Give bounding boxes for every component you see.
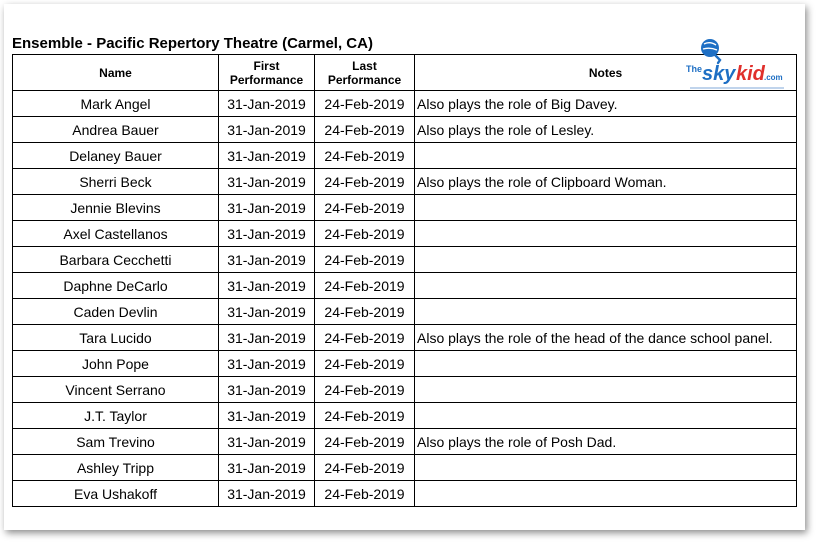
cell-first-performance: 31-Jan-2019 — [219, 273, 315, 299]
cell-notes — [415, 195, 797, 221]
column-header-last-line2: Performance — [327, 72, 402, 87]
cell-first-performance: 31-Jan-2019 — [219, 351, 315, 377]
cell-first-performance: 31-Jan-2019 — [219, 91, 315, 117]
cell-notes: Also plays the role of Big Davey. — [415, 91, 797, 117]
svg-text:kid: kid — [736, 63, 765, 85]
table-row — [13, 247, 797, 273]
cell-name: Axel Castellanos — [13, 221, 219, 247]
table-row — [13, 429, 797, 455]
cell-name: Sam Trevino — [13, 429, 219, 455]
table-header-row — [13, 55, 797, 91]
table-row — [13, 299, 797, 325]
cell-notes — [415, 273, 797, 299]
table-row — [13, 481, 797, 507]
column-header-first-line2: Performance — [229, 72, 304, 87]
table-body — [13, 91, 797, 507]
table-row — [13, 117, 797, 143]
cell-notes — [415, 221, 797, 247]
column-header-name-label: Name — [99, 65, 132, 80]
cell-first-performance: 31-Jan-2019 — [219, 117, 315, 143]
cell-name: Ashley Tripp — [13, 455, 219, 481]
table-row — [13, 143, 797, 169]
cell-last-performance: 24-Feb-2019 — [315, 169, 415, 195]
cell-notes — [415, 247, 797, 273]
cell-first-performance: 31-Jan-2019 — [219, 169, 315, 195]
svg-text:.com: .com — [764, 73, 783, 82]
table-row — [13, 195, 797, 221]
column-header-notes-label: Notes — [588, 65, 623, 80]
cell-name: Daphne DeCarlo — [13, 273, 219, 299]
cell-first-performance: 31-Jan-2019 — [219, 403, 315, 429]
cell-name: John Pope — [13, 351, 219, 377]
column-header-first-line1: First — [253, 58, 280, 73]
column-header-first-performance — [219, 55, 315, 91]
cell-notes — [415, 481, 797, 507]
cell-notes: Also plays the role of Posh Dad. — [415, 429, 797, 455]
cell-first-performance: 31-Jan-2019 — [219, 221, 315, 247]
column-header-last-line1: Last — [352, 58, 377, 73]
cell-first-performance: 31-Jan-2019 — [219, 299, 315, 325]
cell-notes — [415, 143, 797, 169]
cell-notes — [415, 403, 797, 429]
cell-last-performance: 24-Feb-2019 — [315, 247, 415, 273]
cell-last-performance: 24-Feb-2019 — [315, 273, 415, 299]
theskykid-logo — [684, 38, 788, 94]
cell-last-performance: 24-Feb-2019 — [315, 403, 415, 429]
table-row — [13, 351, 797, 377]
cell-last-performance: 24-Feb-2019 — [315, 351, 415, 377]
column-header-last-performance — [315, 55, 415, 91]
cell-name: J.T. Taylor — [13, 403, 219, 429]
column-header-name — [13, 55, 219, 91]
cell-notes — [415, 377, 797, 403]
cell-first-performance: 31-Jan-2019 — [219, 325, 315, 351]
cell-name: Delaney Bauer — [13, 143, 219, 169]
table-row — [13, 377, 797, 403]
page-title: Ensemble - Pacific Repertory Theatre (Carmel, CA) — [12, 35, 373, 52]
table-row — [13, 325, 797, 351]
cell-last-performance: 24-Feb-2019 — [315, 481, 415, 507]
cell-last-performance: 24-Feb-2019 — [315, 117, 415, 143]
cell-last-performance: 24-Feb-2019 — [315, 429, 415, 455]
cell-first-performance: 31-Jan-2019 — [219, 247, 315, 273]
cell-notes: Also plays the role of Lesley. — [415, 117, 797, 143]
svg-text:sky: sky — [702, 63, 736, 85]
cell-last-performance: 24-Feb-2019 — [315, 143, 415, 169]
cell-notes — [415, 455, 797, 481]
cell-first-performance: 31-Jan-2019 — [219, 195, 315, 221]
table-row — [13, 455, 797, 481]
svg-text:The: The — [686, 64, 703, 74]
table-row — [13, 91, 797, 117]
cell-notes: Also plays the role of Clipboard Woman. — [415, 169, 797, 195]
cell-last-performance: 24-Feb-2019 — [315, 195, 415, 221]
table-row — [13, 403, 797, 429]
cell-first-performance: 31-Jan-2019 — [219, 481, 315, 507]
cell-notes: Also plays the role of the head of the dance school panel. — [415, 325, 797, 351]
cell-notes — [415, 299, 797, 325]
table-row — [13, 169, 797, 195]
cell-name: Tara Lucido — [13, 325, 219, 351]
cell-name: Vincent Serrano — [13, 377, 219, 403]
cell-first-performance: 31-Jan-2019 — [219, 455, 315, 481]
table-row — [13, 221, 797, 247]
cell-last-performance: 24-Feb-2019 — [315, 377, 415, 403]
cell-name: Caden Devlin — [13, 299, 219, 325]
cell-last-performance: 24-Feb-2019 — [315, 221, 415, 247]
ensemble-table — [12, 54, 797, 507]
cell-last-performance: 24-Feb-2019 — [315, 91, 415, 117]
cell-name: Andrea Bauer — [13, 117, 219, 143]
cell-first-performance: 31-Jan-2019 — [219, 143, 315, 169]
cell-last-performance: 24-Feb-2019 — [315, 299, 415, 325]
cell-last-performance: 24-Feb-2019 — [315, 325, 415, 351]
cell-first-performance: 31-Jan-2019 — [219, 429, 315, 455]
cell-name: Mark Angel — [13, 91, 219, 117]
table-row — [13, 273, 797, 299]
cell-notes — [415, 351, 797, 377]
cell-last-performance: 24-Feb-2019 — [315, 455, 415, 481]
cell-name: Barbara Cecchetti — [13, 247, 219, 273]
cell-name: Sherri Beck — [13, 169, 219, 195]
cell-first-performance: 31-Jan-2019 — [219, 377, 315, 403]
cell-name: Eva Ushakoff — [13, 481, 219, 507]
cell-name: Jennie Blevins — [13, 195, 219, 221]
